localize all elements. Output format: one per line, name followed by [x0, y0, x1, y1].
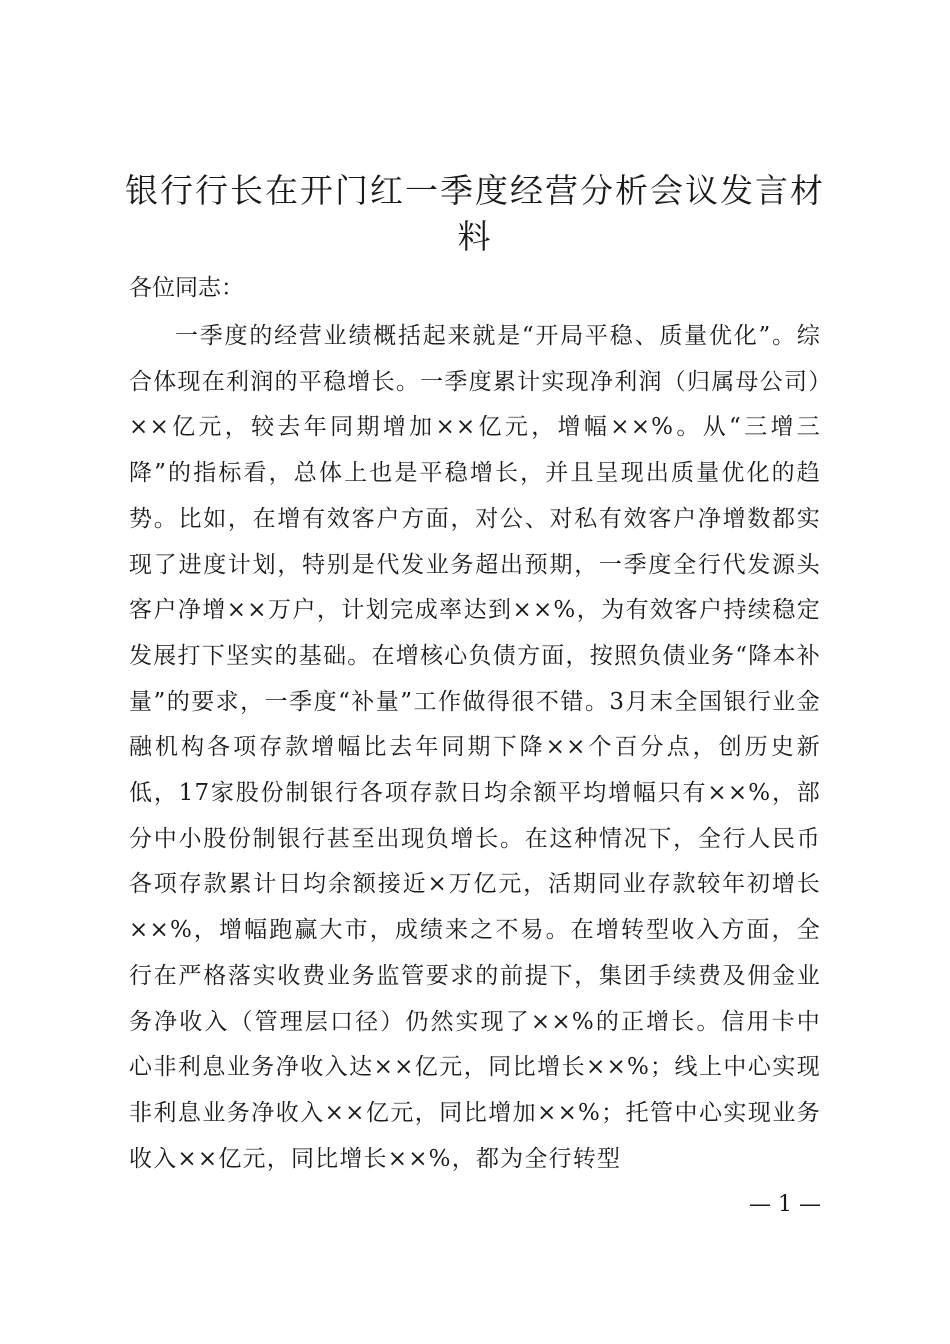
- page-number: — 1 —: [749, 1192, 821, 1217]
- body-paragraph: 一季度的经营业绩概括起来就是“开局平稳、质量优化”。综合体现在利润的平稳增长。一季度累计实现净利润（归属母公司）××亿元，较去年同期增加××亿元，增幅××%。从“三增三降”的指标看，总体上也是平稳增长，并且呈现出质量优化的趋势。比如，在增有效客户方面，对公、对私有效客户净增数都实现了进度计划，特别是代发业务超出预期，一季度全行代发源头客户净增××万户，计划完成率达到××%，为有效客户持续稳定发展打下坚实的基础。在增核心负债方面，按照负债业务“降本补量”的要求，一季度“补量”工作做得很不错。3月末全国银行业金融机构各项存款增幅比去年同期下降××个百分点，创历史新低，17家股份制银行各项存款日均余额平均增幅只有××%，部分中小股份制银行甚至出现负增长。在这种情况下，全行人民币各项存款累计日均余额接近×万亿元，活期同业存款较年初增长××%，增幅跑赢大市，成绩来之不易。在增转型收入方面，全行在严格落实收费业务监管要求的前提下，集团手续费及佣金业务净收入（管理层口径）仍然实现了××%的正增长。信用卡中心非利息业务净收入达××亿元，同比增长××%；线上中心实现非利息业务净收入××亿元，同比增加××%；托管中心实现业务收入××亿元，同比增长××%，都为全行转型: [129, 323, 821, 1172]
- salutation: 各位同志：: [129, 275, 244, 301]
- document-title: 银行行长在开门红一季度经营分析会议发言材料: [125, 171, 825, 256]
